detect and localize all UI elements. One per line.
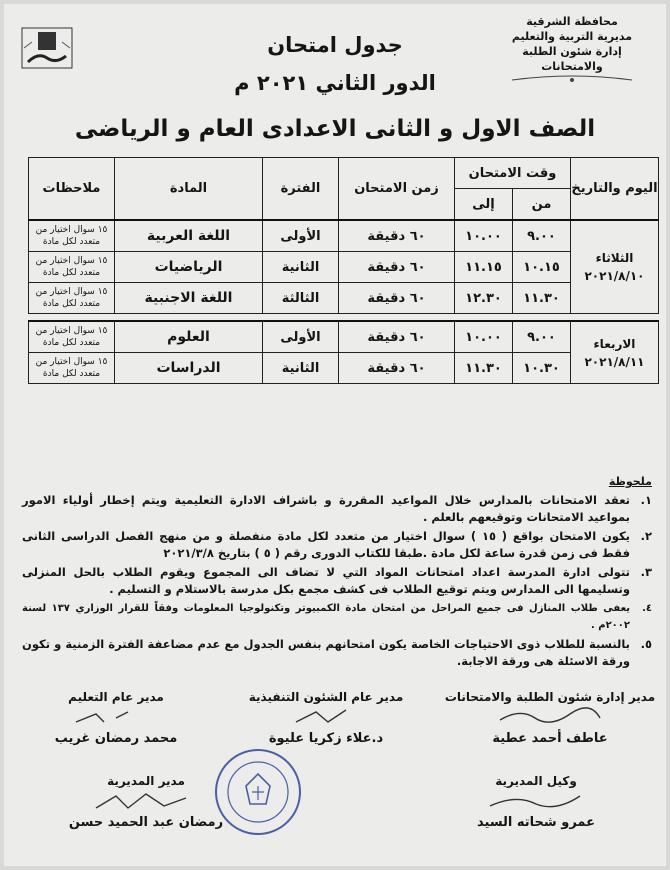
period: الثانية [263,353,339,384]
header-subject: المادة [115,158,263,221]
day-cell [571,321,659,384]
signature-dept-manager [440,690,660,746]
time-from: ٩.٠٠ [513,220,571,252]
time-from: ١٠.٣٠ [513,353,571,384]
signature-title: مدير المديرية [107,774,185,788]
grade-subtitle: الصف الاول و الثانى الاعدادى العام و الرياضى [74,116,596,142]
note: ١٥ سوال اختيار من متعدد لكل مادة [29,321,115,353]
subject: اللغة الاجنبية [115,283,263,314]
note: ١٥ سوال اختيار من متعدد لكل مادة [29,353,115,384]
day-name: الثلاثاء [595,251,634,265]
official-stamp-icon [212,746,304,838]
signature-director [56,774,236,830]
signature-deputy [446,774,626,830]
duration: ٦٠ دقيقة [339,220,455,252]
list-item [22,528,652,562]
handwritten-signature-icon [56,704,176,728]
governorate-label: محافظة الشرقية [526,15,618,28]
subject: الدراسات [115,353,263,384]
table-row [29,220,659,252]
header-to: إلى [455,189,513,221]
time-to: ١٢.٣٠ [455,283,513,314]
table-header-row [29,158,659,189]
note-text: بالنسبة للطلاب ذوى الاحتياجات الخاصة يكون امتحانهم بنفس الجدول مع عدم مضاعفة الفترة الزمنية و تكون ورقة الاسئلة هى ورقة الاجابة. [22,637,630,668]
table-row [29,252,659,283]
time-to: ١١.٣٠ [455,353,513,384]
header-period: الفترة [263,158,339,221]
signature-name: عاطف أحمد عطية [492,731,608,746]
note-text: تتولى ادارة المدرسة اعداد امتحانات المواد التي لا تضاف الى المجموع ويقوم الطلاب بالحل المنزلى وتسليمها الى المدارس ويتم توقيع الطلاب فى كشف مجمع بكل مدرسة بالاستلام و التسليم . [22,565,630,596]
day-date: ٢٠٢١/٨/١٠ [584,269,645,283]
exam-round: الدور الثاني ٢٠٢١ م [234,71,436,95]
header-notes: ملاحظات [29,158,115,221]
signature-edu-manager [26,690,206,746]
note-number: ١. [640,493,652,507]
header-day: اليوم والتاريخ [571,158,659,221]
exam-table [28,157,659,384]
handwritten-signature-icon [86,788,206,812]
duration: ٦٠ دقيقة [339,321,455,353]
directorate-label: مديرية التربية والتعليم [511,30,633,43]
handwritten-signature-icon [266,704,386,728]
header-time: وقت الامتحان [455,158,571,189]
list-item [22,492,652,526]
signature-title: مدير عام التعليم [68,690,164,704]
period: الأولى [263,220,339,252]
note-text: يعفى طلاب المنازل فى جميع المراحل من امتحان مادة الكمبيوتر وتكنولوجيا المعلومات وفقاً للقرار الوزاري ١٣٧ لسنة ٢٠٠٢م . [22,603,630,631]
note-number: ٤. [642,603,652,614]
note-number: ٢. [640,529,652,543]
duration: ٦٠ دقيقة [339,252,455,283]
time-from: ١١.٣٠ [513,283,571,314]
list-item [22,636,652,670]
signature-name: محمد رمضان غريب [54,731,178,746]
header-from: من [513,189,571,221]
department-label: إدارة شئون الطلبة والامتحانات [522,45,622,73]
notes-heading: ملحوظة [608,475,652,488]
day-cell [571,220,659,314]
exam-schedule-document [4,4,666,866]
issuer-block [492,14,652,90]
time-to: ١٠.٠٠ [455,321,513,353]
ornament-icon [492,74,652,86]
handwritten-signature-icon [476,788,596,812]
note-number: ٣. [640,565,652,579]
time-to: ١١.١٥ [455,252,513,283]
list-item [22,600,652,634]
signature-exec-manager [236,690,416,746]
note-text: يكون الامتحان بواقع ( ١٥ ) سوال اختيار من متعدد لكل مادة منفصلة و من منهج الفصل الدراسى الثانى فقط فى زمن قدرة ساعة لكل مادة .طبقا للكتاب الدورى رقم ( ٥ ) بتاريخ ٢٠٢١/٣/٨ [22,529,630,560]
handwritten-signature-icon [490,704,610,728]
period: الأولى [263,321,339,353]
duration: ٦٠ دقيقة [339,283,455,314]
time-from: ١٠.١٥ [513,252,571,283]
period: الثانية [263,252,339,283]
note: ١٥ سوال اختيار من متعدد لكل مادة [29,283,115,314]
table-row [29,321,659,353]
note-number: ٥. [640,637,652,651]
notes-list [22,492,652,672]
time-to: ١٠.٠٠ [455,220,513,252]
title-block [194,30,476,98]
time-from: ٩.٠٠ [513,321,571,353]
table-row [29,353,659,384]
list-item [22,564,652,598]
signature-title: وكيل المديرية [495,774,577,788]
duration: ٦٠ دقيقة [339,353,455,384]
note: ١٥ سوال اختيار من متعدد لكل مادة [29,220,115,252]
table-row [29,283,659,314]
signature-name: د.علاء زكريا عليوة [268,731,384,746]
note: ١٥ سوال اختيار من متعدد لكل مادة [29,252,115,283]
signature-title: مدير عام الشئون التنفيذية [248,690,404,704]
ministry-logo-icon [18,18,76,76]
day-name: الاربعاء [593,336,636,351]
signature-name: رمضان عبد الحميد حسن [68,815,224,830]
day-date: ٢٠٢١/٨/١١ [584,354,645,369]
period: الثالثة [263,283,339,314]
subject: العلوم [115,321,263,353]
note-text: تعقد الامتحانات بالمدارس خلال المواعيد المقررة و باشراف الادارة التعليمية ويتم إخطار أولياء الامور بمواعيد الامتحانات وتوقيعهم بالعلم . [22,493,630,524]
signature-title: مدير إدارة شئون الطلبة والامتحانات [444,690,656,704]
day-separator [29,314,659,322]
subject: اللغة العربية [115,220,263,252]
subject: الرياضيات [115,252,263,283]
document-title: جدول امتحان [267,33,403,57]
header-duration: زمن الامتحان [339,158,455,221]
signature-name: عمرو شحاته السيد [477,815,595,830]
